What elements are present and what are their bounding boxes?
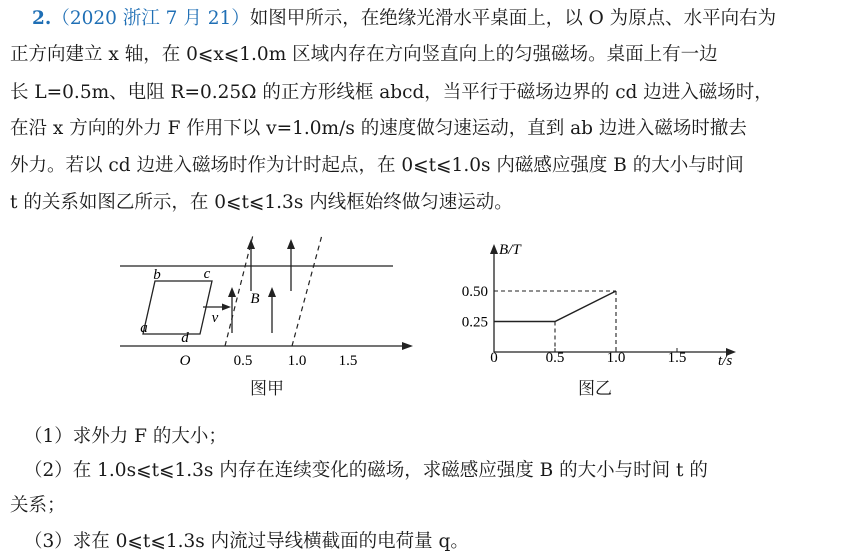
problem-text-line-1: 如图甲所示，在绝缘光滑水平桌面上，以 O 为原点、水平向右为: [249, 8, 777, 29]
tick-1.0: 1.0: [287, 353, 307, 369]
caption-jia: 图甲: [250, 379, 284, 399]
problem-line-2: 正方向建立 x 轴，在 0⩽x⩽1.0m 区域内存在方向竖直向上的匀强磁场。桌面上有一边: [10, 44, 718, 65]
x-tick-label: 1.0: [606, 350, 626, 366]
y-axis-label: B/T: [499, 242, 521, 258]
label-b: b: [153, 267, 161, 283]
label-c: c: [203, 266, 211, 282]
question-3: （3）求在 0⩽t⩽1.3s 内流过导线横截面的电荷量 q。: [24, 531, 469, 552]
question-1: （1）求外力 F 的大小；: [24, 426, 227, 447]
question-2: （2）在 1.0s⩽t⩽1.3s 内存在连续变化的磁场，求磁感应强度 B 的大小与时间 t 的: [24, 460, 708, 481]
problem-line-6: t 的关系如图乙所示，在 0⩽t⩽1.3s 内线框始终做匀速运动。: [10, 192, 513, 213]
x-tick-label: 1.5: [667, 350, 687, 366]
tick-1.5: 1.5: [338, 353, 358, 369]
problem-source: （2020 浙江 7 月 21）: [51, 8, 250, 29]
series-line: [494, 291, 616, 322]
label-a: a: [140, 320, 148, 336]
figure-jia: [110, 225, 430, 370]
problem-line-3: 长 L=0.5m、电阻 R=0.25Ω 的正方形线框 abcd，当平行于磁场边界的 cd 边进入磁场时，: [10, 82, 773, 103]
y-tick-label: 0.50: [461, 284, 488, 300]
label-d: d: [181, 330, 189, 346]
problem-line-1: [32, 4, 776, 30]
y-tick-label: 0.25: [461, 314, 488, 331]
figure-yi-chart: [450, 236, 780, 371]
x-tick-label: 0: [490, 350, 498, 366]
x-axis-label: t/s: [718, 353, 733, 369]
label-v: v: [211, 310, 219, 326]
x-tick-label: 0.5: [545, 350, 565, 366]
label-O: O: [179, 353, 191, 369]
problem-line-4: 在沿 x 方向的外力 F 作用下以 v=1.0m/s 的速度做匀速运动，直到 ab 边进入磁场时撤去: [10, 118, 747, 139]
caption-yi: 图乙: [578, 379, 612, 399]
tick-0.5: 0.5: [233, 353, 253, 369]
problem-line-5: 外力。若以 cd 边进入磁场时作为计时起点，在 0⩽t⩽1.0s 内磁感应强度 B 的大小与时间: [10, 155, 744, 176]
problem-number: 2.: [32, 8, 52, 29]
label-B: B: [250, 291, 260, 307]
question-2-cont: 关系；: [10, 495, 66, 516]
